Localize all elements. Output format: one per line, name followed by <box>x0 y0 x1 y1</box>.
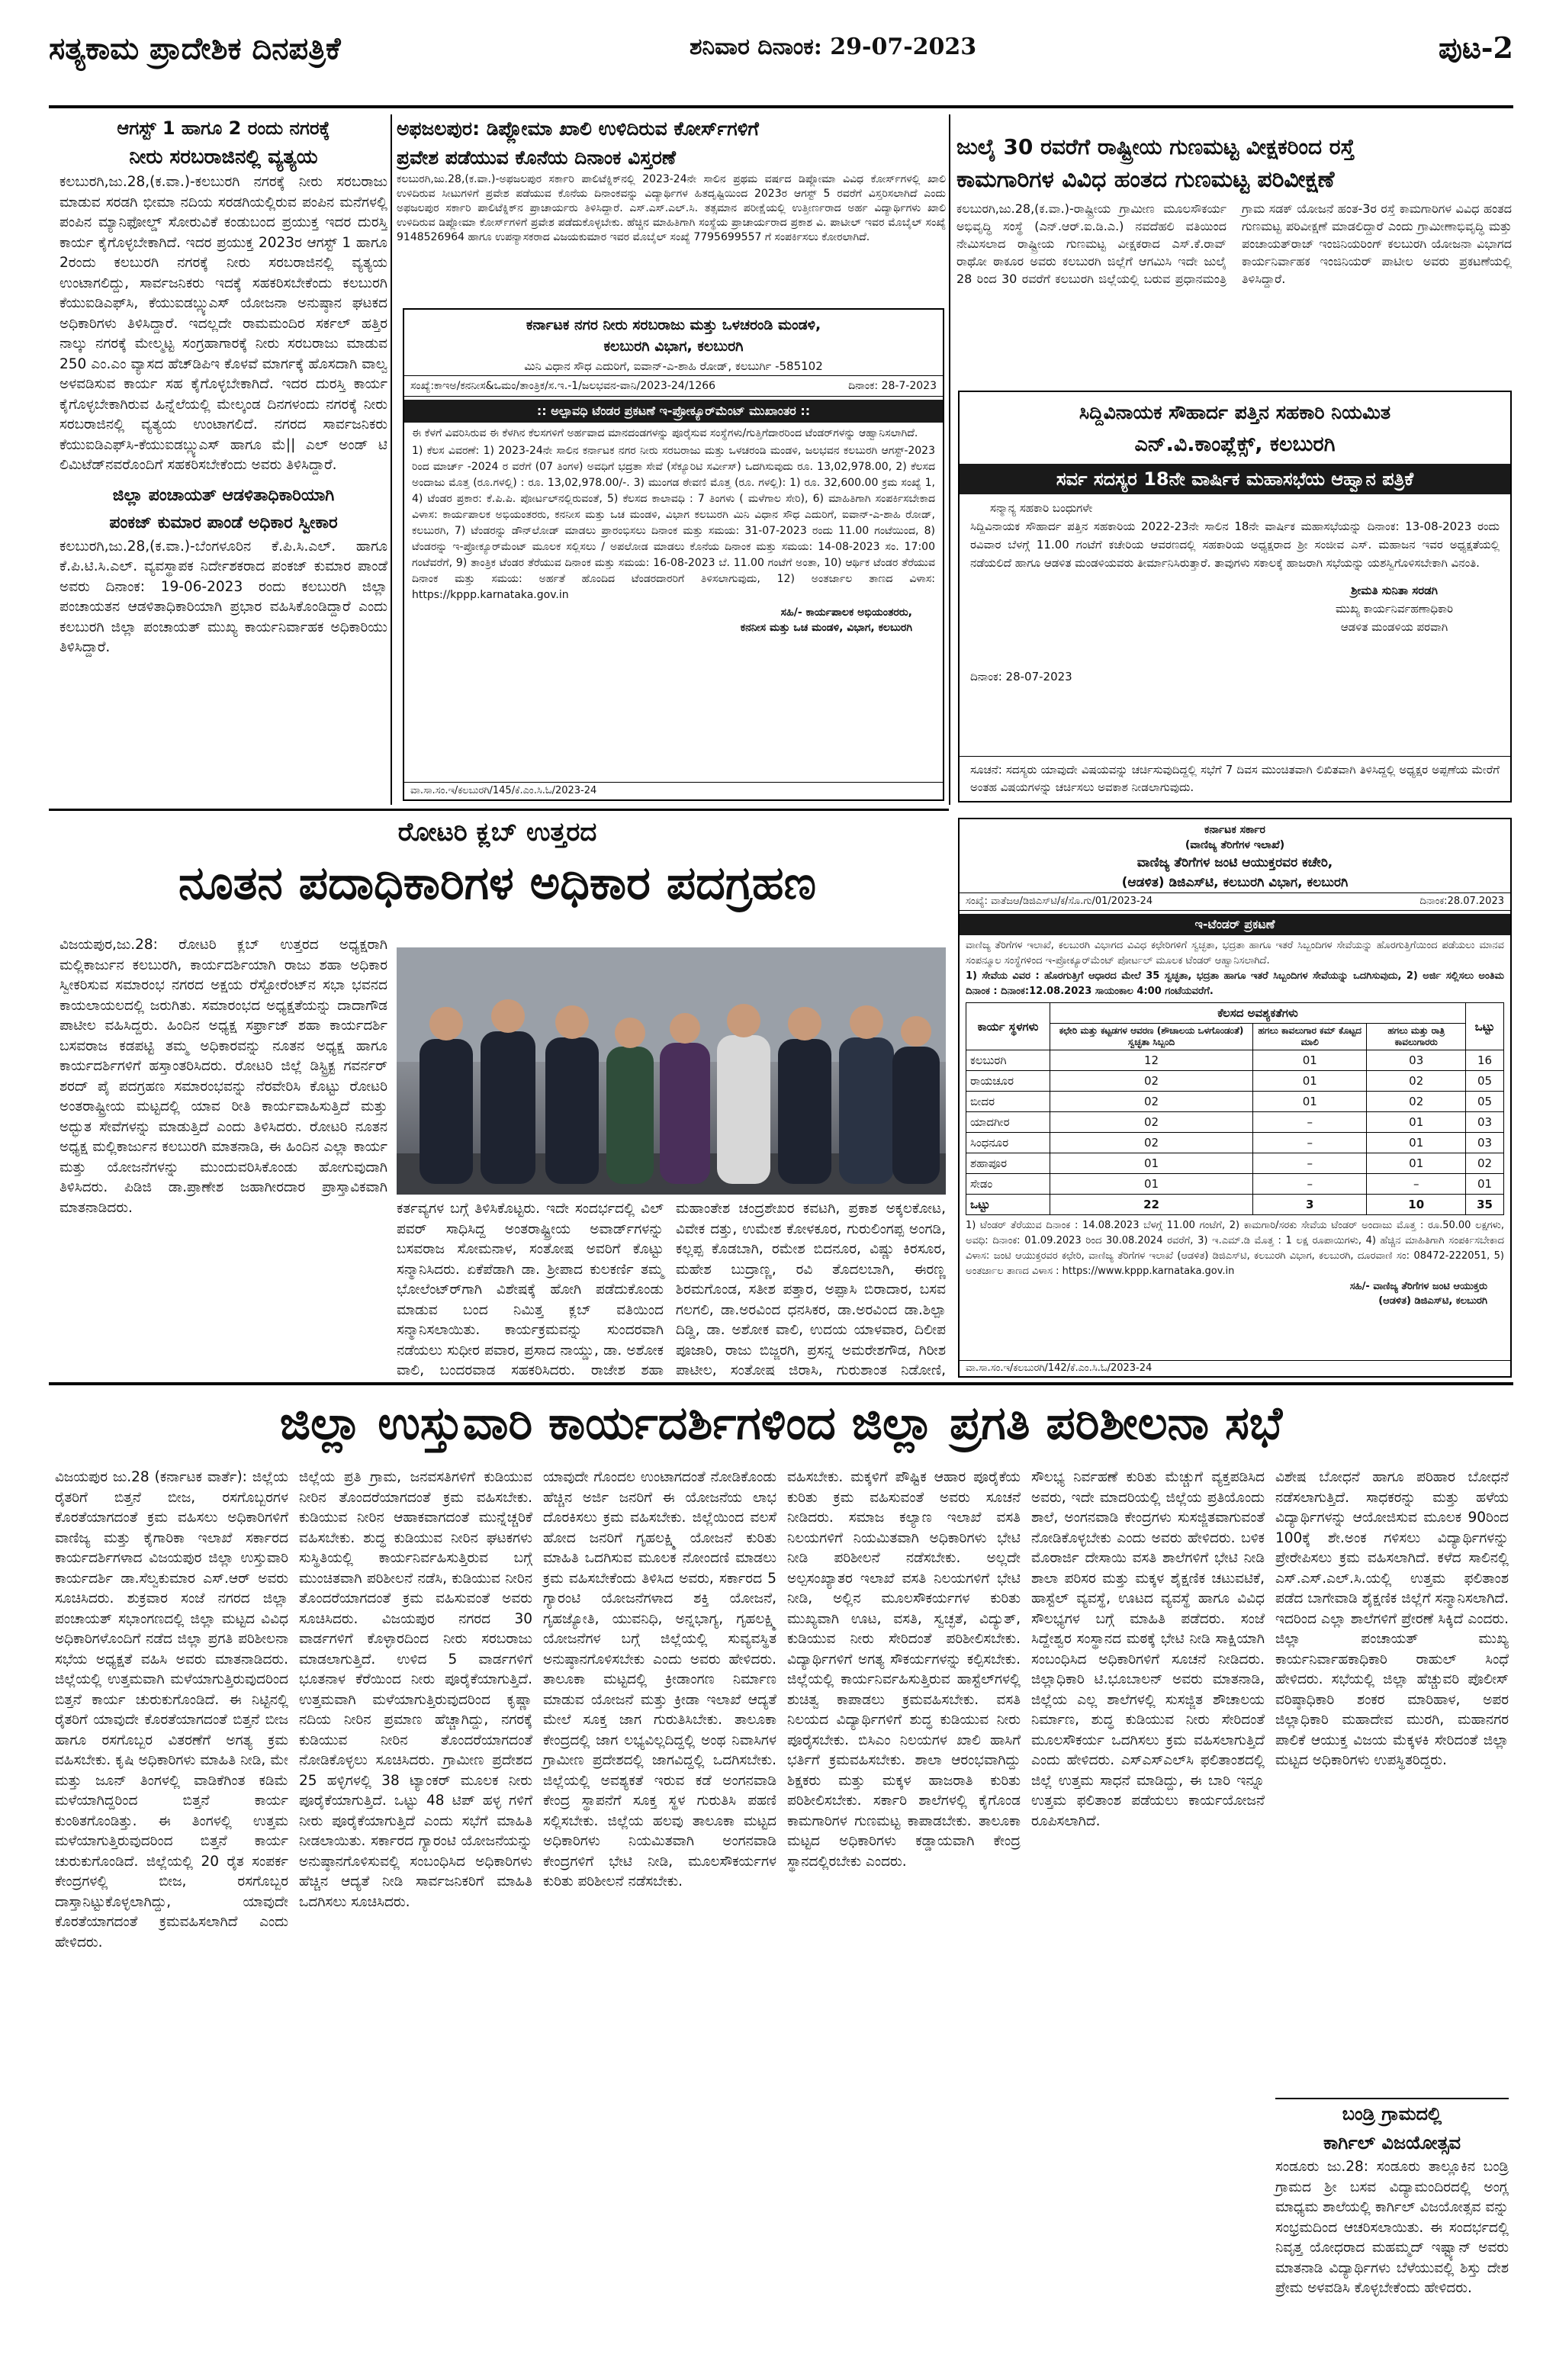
cell-count: 01 <box>1367 1133 1466 1153</box>
masthead-rule <box>49 105 1513 108</box>
article-body: ಕಲಬುರಗಿ,ಜು.28,(ಕ.ವಾ.)-ಅಫಜಲಪುರ ಸರ್ಕಾರಿ ಪಾಲಿಟೆಕ್ನಿಕ್‌ನಲ್ಲಿ 2023-24ನೇ ಸಾಲಿನ ಪ್ರಥಮ ವರ್ಷದ ಡಿಪ್ಲೋಮಾ ವಿವಿಧ ಕೋರ್ಸ್‌ಗಳಲ್ಲಿ ಖಾಲಿ ಉಳಿದಿರುವ ಸೀಟುಗಳಿಗೆ ಪ್ರವೇಶ ಪಡೆಯುವ ಕೊನೆಯ ದಿನಾಂಕವನ್ನು ವಿದ್ಯಾರ್ಥಿಗಳ ಹಿತದೃಷ್ಟಿಯಿಂದ 2023ರ ಆಗಸ್ಟ್ 5 ರವರೆಗೆ ವಿಸ್ತರಿಸಲಾಗಿದೆ ಎಂದು ಅಫಜಲಪುರ ಸರ್ಕಾರಿ ಪಾಲಿಟೆಕ್ನಿಕ್‌ನ ಪ್ರಾಚಾರ್ಯರು ತಿಳಿಸಿದ್ದಾರೆ. ಎಸ್.ಎಸ್.ಎಲ್.ಸಿ. ತತ್ಸಮಾನ ಪರೀಕ್ಷೆಯಲ್ಲಿ ಉತ್ತೀರ್ಣರಾದ ಅರ್ಹ ವಿದ್ಯಾರ್ಥಿಗಳು ಖಾಲಿ ಉಳಿದಿರುವ ಡಿಪ್ಲೋಮಾ ಕೋರ್ಸ್‌ಗಳಿಗೆ ಪ್ರವೇಶ ಪಡೆದುಕೊಳ್ಳಬೇಕು. ಹೆಚ್ಚಿನ ಮಾಹಿತಿಗಾಗಿ ಸಂಸ್ಥೆಯ ಪ್ರಾಚಾರ್ಯರಾದ ಪ್ರಕಾಶ ವಿ. ಪಾಟೀಲ್ ಇವರ ಮೊಬೈಲ್ ಸಂಖ್ಯೆ 9148526964 ಹಾಗೂ ಉಪನ್ಯಾಸಕರಾದ ವಿಜಯಕುಮಾರ ಇವರ ಮೊಬೈಲ್ ಸಂಖ್ಯೆ 7795699557 ಗೆ ಸಂಪರ್ಕಿಸಲು ಕೋರಲಾಗಿದೆ. <box>397 173 946 243</box>
office-division: (ಆಡಳಿತ) ಡಿಜಿಎಸ್‌ಟಿ, ಕಲಬುರಗಿ ವಿಭಾಗ, ಕಲಬುರಗಿ <box>1121 875 1349 890</box>
cell-count: 01 <box>1253 1071 1367 1092</box>
tender-signature-office: ಕನನೀಸ ಮತ್ತು ಒಚ ಮಂಡಳಿ, ವಿಭಾಗ, ಕಲಬುರಗಿ <box>740 622 912 634</box>
table-row <box>966 1133 1504 1153</box>
gov-name: ಕರ್ನಾಟಕ ಸರ್ಕಾರ <box>1204 824 1265 836</box>
kargil-body: ಸಂಡೂರು ಜು.28: ಸಂಡೂರು ತಾಲ್ಲೂಕಿನ ಬಂಡ್ರಿ ಗ್ರಾಮದ ಶ್ರೀ ಬಸವ ವಿದ್ಯಾಮಂದಿರದಲ್ಲಿ ಅಂಗ್ಲ ಮಾಧ್ಯಮ ಶಾಲೆಯಲ್ಲಿ ಕಾರ್ಗಿಲ್ ವಿಜಯೋತ್ಸವ ವನ್ನು ಸಂಭ್ರಮದಿಂದ ಆಚರಿಸಲಾಯಿತು. ಈ ಸಂದರ್ಭದಲ್ಲಿ ನಿವೃತ್ತ ಯೋಧರಾದ ಮಹಮ್ಮದ್ ಇಷ್ಟ್ಯಾನ್ ಅವರು ಮಾತನಾಡಿ ವಿದ್ಯಾರ್ಥಿಗಳು ಬೆಳೆಯುವಲ್ಲಿ ಶಿಸ್ತು ದೇಶ ಪ್ರೇಮ ಅಳವಡಿಸಿ ಕೊಳ್ಳಬೇಕೆಂದು ಹೇಳಿದರು. <box>1275 2159 1509 2296</box>
column-divider <box>391 114 392 805</box>
col-night-guard: ಹಗಲು ಮತ್ತು ರಾತ್ರಿ ಕಾವಲುಗಾರರು <box>1367 1024 1466 1050</box>
kargil-kicker: ಬಂಡ್ರಿ ಗ್ರಾಮದಲ್ಲಿ <box>1342 2103 1442 2124</box>
article-kicker: ಅಫಜಲಪುರ: ಡಿಪ್ಲೋಮಾ ಖಾಲಿ ಉಳಿದಿರುವ ಕೋರ್ಸ್‌ಗಳಿಗೆ <box>397 117 759 140</box>
staff-requirement-table <box>966 1002 1504 1215</box>
rotary-attendees: ಮಹಾಂತೇಶ ಚಂದ್ರಶೇಖರ ಕವಟಗಿ, ಪ್ರಕಾಶ ಅಕ್ಕಲಕೋಟ, ವಿವೇಕ ದತ್ತು, ಉಮೇಶ ಕೋಳಕೂರ, ಗುರುಲಿಂಗಪ್ಪ ಅಂಗಡಿ, ಕಲ್ಲಪ್ಪ ಕೊಡಬಾಗಿ, ರಮೇಶ ಬಿದನೂರ, ವಿಷ್ಣು ಕಿರಸೂರ, ಮಹೇಶ ಬುದ್ರಾಣ್ಣ, ರವಿ ತೊದಲಬಾಗಿ, ಈರಣ್ಣ ಶಿರಮಗೊಂಡ, ಸತೀಶ ಪತ್ತಾರ, ಅಪ್ಪಾಸಿ ಬಿರಾದಾರ, ಬಸವ ಗಲಗಲಿ, ಡಾ.ಅರವಿಂದ ಧನಸಿಕರ, ಡಾ.ಅರವಿಂದ ಡಾ.ಶಿಲ್ಪಾ ದಿಡ್ಡಿ, ಡಾ. ಅಶೋಕ ವಾಲಿ, ಉದಯ ಯಾಳವಾರ, ದಿಲೀಪ ಪೂಜಾರಿ, ರಾಜು ಬಿಜ್ಜರಗಿ, ಪ್ರಸನ್ನ ಅಮರೇಶಗೌಡ, ಗಿರೀಶ ಪಾಟೀಲ, ಸಂತೋಷ ಜಿರಾಸಿ, ಗುರುಶಾಂತ ನಿಡೋಣಿ, <box>676 1201 946 1378</box>
cell-count: – <box>1253 1153 1367 1174</box>
col-cleaning: ಕಛೇರಿ ಮತ್ತು ಕಟ್ಟಡಗಳ ಆವರಣ (ಶೌಚಾಲಯ ಒಳಗೊಂಡಂತೆ) ಸ್ವಚ್ಛತಾ ಸಿಬ್ಬಂದಿ <box>1050 1024 1253 1050</box>
tender-signature: ಸಹಿ/- ಕಾರ್ಯಪಾಲಕ ಅಭಿಯಂತರರು, <box>780 606 912 619</box>
rotary-kicker: ರೋಟರಿ ಕ್ಲಬ್ ಉತ್ತರದ <box>397 817 597 847</box>
tender-signature-office: (ಆಡಳಿತ) ಡಿಜಿಎಸ್‌ಟಿ, ಕಲಬುರಗಿ <box>1378 1295 1487 1307</box>
kuwsdb-tender-notice <box>403 308 944 801</box>
tender-intro: ವಾಣಿಜ್ಯ ತೆರಿಗೆಗಳ ಇಲಾಖೆ, ಕಲಬುರಗಿ ವಿಭಾಗದ ವಿವಿಧ ಕಛೇರಿಗಳಿಗೆ ಸ್ವಚ್ಛತಾ, ಭದ್ರತಾ ಹಾಗೂ ಇತರೆ ಸಿಬ್ಬಂದಿಗಳ ಸೇವೆಯನ್ನು ಹೊರಗುತ್ತಿಗೆಯಿಂದ ಪಡೆಯಲು ಮಾನವ ಸಂಪನ್ಮೂಲ ಸಂಸ್ಥೆಗಳಿಂದ ಇ-ಪ್ರೋಕ್ಯೂರ್‌ಮೆಂಟ್ ಪೋರ್ಟಲ್ ಮೂಲಕ ಟೆಂಡರ್ ಆಹ್ವಾನಿಸಲಾಗಿದೆ. <box>966 940 1504 966</box>
table-row <box>966 1092 1504 1112</box>
cell-count: 02 <box>1367 1092 1466 1112</box>
tender-ref-row <box>404 376 943 397</box>
agm-body: ಸಿದ್ದಿವಿನಾಯಕ ಸೌಹಾರ್ದ ಪತ್ತಿನ ಸಹಕಾರಿಯ 2022-23ನೇ ಸಾಲಿನ 18ನೇ ವಾರ್ಷಿಕ ಮಹಾಸಭೆಯನ್ನು ದಿನಾಂಕ: 13-08-2023 ರಂದು ರವಿವಾರ ಬೆಳಗ್ಗೆ 11.00 ಗಂಟೆಗೆ ಕಚೇರಿಯ ಆವರಣದಲ್ಲಿ ಸಹಕಾರಿಯ ಅಧ್ಯಕ್ಷರಾದ ಶ್ರೀ ಸಂಜೀವ ಎಸ್. ಮಹಾಜನ ಇವರ ಅಧ್ಯಕ್ಷತೆಯಲ್ಲಿ ನಡೆಯಲಿದೆ ಹಾಗೂ ಆಡಳಿತ ಮಂಡಳಿಯವರು ತೀರ್ಮಾನಿಸಿರುತ್ತಾರೆ. ತಾವುಗಳು ಸಕಾಲಕ್ಕೆ ಹಾಜರಾಗಿ ಸಭೆಯನ್ನು ಯಶಸ್ವಿಗೊಳಿಸಬೇಕಾಗಿ ವಿನಂತಿ. <box>970 519 1500 570</box>
agm-signature <box>1288 581 1501 636</box>
rotary-headline: ನೂತನ ಪದಾಧಿಕಾರಿಗಳ ಅಧಿಕಾರ ಪದಗ್ರಹಣ <box>178 857 817 910</box>
total-cleaning: 22 <box>1050 1195 1253 1215</box>
rotary-body: ವಿಜಯಪುರ,ಜು.28: ರೋಟರಿ ಕ್ಲಬ್ ಉತ್ತರದ ಅಧ್ಯಕ್ಷರಾಗಿ ಮಲ್ಲಿಕಾರ್ಜುನ ಕಲಬುರಗಿ, ಕಾರ್ಯದರ್ಶಿಯಾಗಿ ರಾಜು ಶಹಾ ಅಧಿಕಾರ ಸ್ವೀಕರಿಸುವ ಸಮಾರಂಭ ನಗರದ ಅಕ್ಷಯ ರೆಸ್ಟೋರೆಂಟ್‌ನ ಸಭಾ ಭವನದ ಕಾಯಲಾಯಲದಲ್ಲಿ ಜರುಗಿತು. ಸಮಾರಂಭದ ಅಧ್ಯಕ್ಷತೆಯನ್ನು ದಾದಾಗೌಡ ಪಾಟೀಲ ವಹಿಸಿದ್ದರು. ಹಿಂದಿನ ಅಧ್ಯಕ್ಷ ಸರ್ಫ್ರಾಜ್ ಶಹಾ ಕಾರ್ಯದರ್ಶಿ ಬಸವರಾಜ ಕಡಪಟ್ಟಿ ತಮ್ಮ ಅಧಿಕಾರವನ್ನು ನೂತನ ಅಧ್ಯಕ್ಷ ಹಾಗೂ ಕಾರ್ಯದರ್ಶಿಗಳಿಗೆ ಹಸ್ತಾಂತರಿಸಿದರು. ರೋಟರಿ ಜಿಲ್ಲೆ ಡಿಸ್ಟ್ರಿಕ್ಟ ಗವರ್ನರ್ ಶರದ್ ಪೈ ಪದಗ್ರಹಣ ಸಮಾರಂಭವನ್ನು ನೆರವೇರಿಸಿ ಕೊಟ್ಟು ರೋಟರಿ ಅಂತರಾಷ್ಟ್ರೀಯ ಮಟ್ಟದಲ್ಲಿ ಯಾವ ರೀತಿ ಕಾರ್ಯವಾಹಿಸುತ್ತಿದೆ ಮತ್ತು ಅದ್ಭುತ ಸೇವೆಗಳನ್ನು ಮಾಡುತ್ತಿದೆ ಎಂದು ತಿಳಿಸಿದರು. ರೋಟರಿ ನೂತನ ಅಧ್ಯಕ್ಷ ಮಲ್ಲಿಕಾರ್ಜುನ ಕಲಬುರಗಿ ಮಾತನಾಡಿ, ಈ ಹಿಂದಿನ ಎಲ್ಲಾ ಕಾರ್ಯ ಮತ್ತು ಯೋಜನೆಗಳನ್ನು ಮುಂದುವರಿಸಿಕೊಂಡು ಹೋಗುವುದಾಗಿ ತಿಳಿಸಿದರು. ಪಿಡಿಜಿ ಡಾ.ಪ್ರಾಣೇಶ ಜಹಾಗೀರದಾರ ಪ್ರಾಸ್ತಾವಿಕವಾಗಿ ಮಾತನಾಡಿದರು. <box>59 937 387 1216</box>
cell-count: 02 <box>1050 1112 1253 1133</box>
cell-place: ಸೇಡಂ <box>966 1174 1050 1195</box>
article-body: ಕಲಬುರಗಿ,ಜು.28,(ಕ.ವಾ.)-ರಾಷ್ಟ್ರೀಯ ಗ್ರಾಮೀಣ ಮೂಲಸೌಕರ್ಯ ಅಭಿವೃದ್ಧಿ ಸಂಸ್ಥೆ (ಎನ್.ಆರ್.ಐ.ಡಿ.ಎ.) ನವದೆಹಲಿ ವತಿಯಿಂದ ನೇಮಿಸಲಾದ ರಾಷ್ಟ್ರೀಯ ಗುಣಮಟ್ಟ ವೀಕ್ಷಕರಾದ ಎಸ್.ಕೆ.ರಾವ್ ರಾಥೋ ಠಾಕೂರ ಅವರು ಕಲಬುರಗಿ ಜಿಲ್ಲೆಗೆ ಆಗಮಿಸಿ ಇದೇ ಜುಲೈ 28 ರಿಂದ 30 ರವರೆಗೆ ಕಲಬುರಗಿ ಜಿಲ್ಲೆಯಲ್ಲಿ ಬರುವ ಪ್ರಧಾನಮಂತ್ರಿ ಗ್ರಾಮ ಸಡಕ್ ಯೋಜನೆ ಹಂತ-3ರ ರಸ್ತೆ ಕಾಮಗಾರಿಗಳ ವಿವಿಧ ಹಂತದ ಗುಣಮಟ್ಟ ಪರಿವೀಕ್ಷಣೆ ಮಾಡಲಿದ್ದಾರೆ ಎಂದು ಗ್ರಾಮೀಣಾಭಿವೃದ್ಧಿ ಮತ್ತು ಪಂಚಾಯತ್‌ರಾಜ್ ಇಂಜಿನಿಯರಿಂಗ್ ಕಲಬುರಗಿ ಯೋಜನಾ ವಿಭಾಗದ ಕಾರ್ಯನಿರ್ವಾಹಕ ಇಂಜಿನಿಯರ್ ಪಾಟೀಲ ಅವರು ಪ್ರಕಟಣೆಯಲ್ಲಿ ತಿಳಿಸಿದ್ದಾರೆ. <box>956 201 1512 286</box>
cell-count: 02 <box>1050 1133 1253 1153</box>
tender-org: ಕರ್ನಾಟಕ ನಗರ ನೀರು ಸರಬರಾಜು ಮತ್ತು ಒಳಚರಂಡಿ ಮಂಡಳಿ, <box>526 317 821 333</box>
article2-headline: ಪಂಕಜ್ ಕುಮಾರ ಪಾಂಡೆ ಅಧಿಕಾರ ಸ್ವೀಕಾರ <box>109 513 338 532</box>
group-photo-illustration <box>397 947 946 1195</box>
tender-ref-row <box>960 892 1510 911</box>
masthead <box>49 23 1513 78</box>
column-divider <box>949 114 950 805</box>
tender-date: ದಿನಾಂಕ:28.07.2023 <box>1419 896 1504 907</box>
tender-footer: ವಾ.ಸಾ.ಸಂ.ಇ/ಕಲಬುರಗಿ/145/ಕೆ.ಎಂ.ಸಿ.ಓ/2023-24 <box>404 782 943 799</box>
etender-title-bar: ಇ-ಟೆಂಡರ್ ಪ್ರಕಟಣೆ <box>960 914 1510 935</box>
cell-count: 03 <box>1367 1050 1466 1071</box>
col-total: ಒಟ್ಟು <box>1466 1003 1504 1050</box>
office-name: ವಾಣಿಜ್ಯ ತೆರಿಗೆಗಳ ಜಂಟಿ ಆಯುಕ್ತರವರ ಕಚೇರಿ, <box>1136 855 1333 870</box>
cell-count: 01 <box>1367 1153 1466 1174</box>
section-rule <box>49 1382 1513 1385</box>
rotary-group-photo <box>397 947 946 1195</box>
cell-count: 02 <box>1050 1071 1253 1092</box>
cell-count: 01 <box>1050 1174 1253 1195</box>
cell-place: ಸಿಂಧನೂರ <box>966 1133 1050 1153</box>
society-address: ಎನ್.ವಿ.ಕಾಂಪ್ಲೆಕ್ಸ್, ಕಲಬುರಗಿ <box>1134 433 1336 456</box>
agm-greeting: ಸನ್ಮಾನ್ಯ ಸಹಕಾರಿ ಬಂಧುಗಳೇ <box>990 501 1093 515</box>
cell-count: – <box>1367 1174 1466 1195</box>
table-row <box>966 1050 1504 1071</box>
article-headline: ಕಾಮಗಾರಿಗಳ ವಿವಿಧ ಹಂತದ ಗುಣಮಟ್ಟ ಪರಿವೀಕ್ಷಣೆ <box>956 166 1335 193</box>
agm-title-bar: ಸರ್ವ ಸದಸ್ಯರ 18ನೇ ವಾರ್ಷಿಕ ಮಹಾಸಭೆಯ ಆಹ್ವಾನ ಪತ್ರಿಕೆ <box>960 464 1510 494</box>
review-col-2: ಜಿಲ್ಲೆಯ ಪ್ರತಿ ಗ್ರಾಮ, ಜನವಸತಿಗಳಿಗೆ ಕುಡಿಯುವ ನೀರಿನ ತೊಂದರೆಯಾಗದಂತೆ ಕ್ರಮ ವಹಿಸಬೇಕು. ಕುಡಿಯುವ ನೀರಿನ ಆಹಾಕವಾಗದಂತೆ ಮುನ್ನೆಚ್ಚರಿಕೆ ವಹಿಸಬೇಕು. ಶುದ್ಧ ಕುಡಿಯುವ ನೀರಿನ ಘಟಕಗಳು ಸುಸ್ಥಿತಿಯಲ್ಲಿ ಕಾರ್ಯನಿರ್ವಹಿಸುತ್ತಿರುವ ಬಗ್ಗೆ ಮುಂಚಿತವಾಗಿ ಪರಿಶೀಲನೆ ನಡೆಸಿ, ಕುಡಿಯುವ ನೀರಿನ ತೊಂದರೆಯಾಗದಂತೆ ಕ್ರಮ ವಹಿಸುವಂತೆ ಅವರು ಸೂಚಿಸಿದರು. ವಿಜಯಪುರ ನಗರದ 30 ವಾರ್ಡಗಳಿಗೆ ಕೊಳ್ಳಾರದಿಂದ ನೀರು ಸರಬರಾಜು ಮಾಡಲಾಗುತ್ತಿದೆ. ಉಳಿದ 5 ವಾರ್ಡಗಳಿಗೆ ಭೂತನಾಳ ಕೆರೆಯಿಂದ ನೀರು ಪೂರೈಕೆಯಾಗುತ್ತಿದೆ. ಉತ್ತಮವಾಗಿ ಮಳೆಯಾಗುತ್ತಿರುವುದರಿಂದ ಕೃಷ್ಣಾ ನದಿಯ ನೀರಿನ ಪ್ರಮಾಣ ಹೆಚ್ಚಾಗಿದ್ದು, ನಗರಕ್ಕೆ ಕುಡಿಯುವ ನೀರಿನ ತೊಂದರೆಯಾಗದಂತೆ ನೋಡಿಕೊಳ್ಳಲು ಸೂಚಿಸಿದರು. ಗ್ರಾಮೀಣ ಪ್ರದೇಶದ 25 ಹಳ್ಳಿಗಳಲ್ಲಿ 38 ಟ್ಯಾಂಕರ್ ಮೂಲಕ ನೀರು ಪೂರೈಕೆಯಾಗುತ್ತಿದೆ. ಒಟ್ಟು 48 ಟಿಪ್ ಹಳ್ಳ ಗಳಿಗೆ ನೀರು ಪೂರೈಕೆಯಾಗುತ್ತಿದೆ ಎಂದು ಸಭೆಗೆ ಮಾಹಿತಿ ನೀಡಲಾಯಿತು. ಸರ್ಕಾರದ ಗ್ಯಾರಂಟಿ ಯೋಜನೆಯನ್ನು ಅನುಷ್ಠಾನಗೊಳಿಸುವಲ್ಲಿ ಸಂಬಂಧಿಸಿದ ಅಧಿಕಾರಿಗಳು ಹೆಚ್ಚಿನ ಆದ್ಯತೆ ನೀಡಿ ಸಾರ್ವಜನಿಕರಿಗೆ ಮಾಹಿತಿ ಒದಗಿಸಲು ಸೂಚಿಸಿದರು. <box>299 1469 532 1910</box>
society-agm-notice <box>958 391 1512 802</box>
cell-count: 01 <box>1253 1050 1367 1071</box>
review-col-1: ವಿಜಯಪುರ ಜು.28 (ಕರ್ನಾಟಕ ವಾರ್ತೆ): ಜಿಲ್ಲೆಯ ರೈತರಿಗೆ ಬಿತ್ತನೆ ಬೀಜ, ರಸಗೊಬ್ಬರಗಳ ಕೊರತೆಯಾಗದಂತೆ ಕ್ರಮ ವಹಿಸಲು ಅಧಿಕಾರಿಗಳಿಗೆ ವಾಣಿಜ್ಯ ಮತ್ತು ಕೈಗಾರಿಕಾ ಇಲಾಖೆ ಸರ್ಕಾರದ ಕಾರ್ಯದರ್ಶಿಗಳಾದ ವಿಜಯಪುರ ಜಿಲ್ಲಾ ಉಸ್ತುವಾರಿ ಕಾರ್ಯದರ್ಶಿ ಡಾ.ಸೆಲ್ವಕುಮಾರ ಎಸ್.ಆರ್ ಅವರು ಸೂಚಿಸಿದರು. ಶುಕ್ರವಾರ ಸಂಜೆ ನಗರದ ಜಿಲ್ಲಾ ಪಂಚಾಯತ್ ಸಭಾಂಗಣದಲ್ಲಿ ಜಿಲ್ಲಾ ಮಟ್ಟದ ವಿವಿಧ ಅಧಿಕಾರಿಗಳೊಂದಿಗೆ ನಡೆದ ಜಿಲ್ಲಾ ಪ್ರಗತಿ ಪರಿಶೀಲನಾ ಸಭೆಯ ಅಧ್ಯಕ್ಷತೆ ವಹಿಸಿ ಅವರು ಮಾತನಾಡಿದರು. ಜಿಲ್ಲೆಯಲ್ಲಿ ಉತ್ತಮವಾಗಿ ಮಳೆಯಾಗುತ್ತಿರುವುದರಿಂದ ಬಿತ್ತನೆ ಕಾರ್ಯ ಚುರುಕುಗೊಂಡಿದೆ. ಈ ನಿಟ್ಟಿನಲ್ಲಿ ರೈತರಿಗೆ ಯಾವುದೇ ಕೊರತೆಯಾಗದಂತೆ ಬಿತ್ತನೆ ಬೀಜ ಹಾಗೂ ರಸಗೊಬ್ಬರ ವಿತರಣೆಗೆ ಅಗತ್ಯ ಕ್ರಮ ವಹಿಸಬೇಕು. ಕೃಷಿ ಅಧಿಕಾರಿಗಳು ಮಾಹಿತಿ ನೀಡಿ, ಮೇ ಮತ್ತು ಜೂನ್ ತಿಂಗಳಲ್ಲಿ ವಾಡಿಕೆಗಿಂತ ಕಡಿಮೆ ಮಳೆಯಾಗಿದ್ದರಿಂದ ಬಿತ್ತನೆ ಕಾರ್ಯ ಕುಂಠಿತಗೊಂಡಿತ್ತು. ಈ ತಿಂಗಳಲ್ಲಿ ಉತ್ತಮ ಮಳೆಯಾಗುತ್ತಿರುವುದರಿಂದ ಬಿತ್ತನೆ ಕಾರ್ಯ ಚುರುಕುಗೊಂಡಿದೆ. ಜಿಲ್ಲೆಯಲ್ಲಿ 20 ರೈತ ಸಂಪರ್ಕ ಕೇಂದ್ರಗಳಲ್ಲಿ ಬೀಜ, ರಸಗೊಬ್ಬರ ದಾಸ್ತಾನಿಟ್ಟುಕೊಳ್ಳಲಾಗಿದ್ದು, ಯಾವುದೇ ಕೊರತೆಯಾಗದಂತೆ ಕ್ರಮವಹಿಸಲಾಗಿದೆ ಎಂದು ಹೇಳಿದರು. <box>55 1469 288 1951</box>
cell-count: 05 <box>1466 1071 1504 1092</box>
kargil-article <box>1275 2098 1509 2360</box>
col-group: ಕೆಲಸದ ಅವಶ್ಯಕತೆಗಳು <box>1050 1003 1466 1024</box>
table-row <box>966 1153 1504 1174</box>
cell-place: ಯಾದಗೀರ <box>966 1112 1050 1133</box>
total-day-guard: 3 <box>1253 1195 1367 1215</box>
paper-name: ಸತ್ಯಕಾಮ ಪ್ರಾದೇಶಿಕ ದಿನಪತ್ರಿಕೆ <box>49 31 341 66</box>
tender-ref: ಸಂಖ್ಯೆ:ಕಾಇಅ/ಕನನೀಸ&ಒಮಂ/ತಾಂತ್ರಿಕ/ಸ.ಇ.-1/ಜಲಭವನ-ವಾನಿ/2023-24/1266 <box>410 380 716 392</box>
article2-body: ಕಲಬುರಗಿ,ಜು.28,(ಕ.ವಾ.)-ಬೆಂಗಳೂರಿನ ಕೆ.ಪಿ.ಸಿ.ಎಲ್. ಹಾಗೂ ಕೆ.ಪಿ.ಟಿ.ಸಿ.ಎಲ್. ವ್ಯವಸ್ಥಾಪಕ ನಿರ್ದೇಶಕರಾದ ಪಂಕಜ್ ಕುಮಾರ ಪಾಂಡೆ ಅವರು ದಿನಾಂಕ: 19-06-2023 ರಂದು ಕಲಬುರಗಿ ಜಿಲ್ಲಾ ಪಂಚಾಯತನ ಆಡಳಿತಾಧಿಕಾರಿಯಾಗಿ ಪ್ರಭಾರ ವಹಿಸಿಕೊಂಡಿದ್ದಾರೆ ಎಂದು ಕಲಬುರಗಿ ಜಿಲ್ಲಾ ಪಂಚಾಯತ್ ಮುಖ್ಯ ಕಾರ್ಯನಿರ್ವಾಹಕ ಅಧಿಕಾರಿಯು ತಿಳಿಸಿದ್ದಾರೆ. <box>59 538 387 655</box>
total-all: 35 <box>1466 1195 1504 1215</box>
total-night-guard: 10 <box>1367 1195 1466 1215</box>
article2-kicker: ಜಿಲ್ಲಾ ಪಂಚಾಯತ್ ಆಡಳಿತಾಧಿಕಾರಿಯಾಗಿ <box>112 485 335 505</box>
cell-count: 05 <box>1466 1092 1504 1112</box>
article-headline: ನೀರು ಸರಬರಾಜಿನಲ್ಲಿ ವ್ಯತ್ಯಯ <box>129 146 318 169</box>
table-row <box>966 1174 1504 1195</box>
article-headline: ಪ್ರವೇಶ ಪಡೆಯುವ ಕೊನೆಯ ದಿನಾಂಕ ವಿಸ್ತರಣೆ <box>397 146 677 169</box>
cell-count: 01 <box>1253 1092 1367 1112</box>
tender-terms: 1) ಸೇವೆಯ ವಿವರ : ಹೊರಗುತ್ತಿಗೆ ಆಧಾರದ ಮೇಲೆ 35 ಸ್ವಚ್ಛತಾ, ಭದ್ರತಾ ಹಾಗೂ ಇತರೆ ಸಿಬ್ಬಂದಿಗಳ ಸೇವೆಯನ್ನು ಒದಗಿಸುವುದು, 2) ಅರ್ಜಿ ಸಲ್ಲಿಸಲು ಅಂತಿಮ ದಿನಾಂಕ : ದಿನಾಂಕ:12.08.2023 ಸಾಯಂಕಾಲ 4:00 ಗಂಟೆಯವರೆಗೆ. <box>966 970 1504 997</box>
dept-name: (ವಾಣಿಜ್ಯ ತೆರಿಗೆಗಳ ಇಲಾಖೆ) <box>1185 839 1285 851</box>
staff-table-wrap <box>960 999 1510 1218</box>
review-col-6: ವಿಶೇಷ ಬೋಧನೆ ಹಾಗೂ ಪರಿಹಾರ ಬೋಧನೆ ನಡೆಸಲಾಗುತ್ತಿದೆ. ಸಾಧಕರನ್ನು ಮತ್ತು ಹಳೆಯ ವಿದ್ಯಾರ್ಥಿಗಳನ್ನು ಆಯೋಜಿಸುವ ಮೂಲಕ 90ರಿಂದ 100ಕ್ಕೆ ಶೇ.ಅಂಕ ಗಳಿಸಲು ವಿದ್ಯಾರ್ಥಿಗಳನ್ನು ಪ್ರೇರೇಪಿಸಲು ಕ್ರಮ ವಹಿಸಲಾಗಿದೆ. ಕಳೆದ ಸಾಲಿನಲ್ಲಿ ಎಸ್.ಎಸ್.ಎಲ್.ಸಿ.ಯಲ್ಲಿ ಉತ್ತಮ ಫಲಿತಾಂಶ ಪಡೆದ ಬಾಗೇವಾಡಿ ಶೈಕ್ಷಣಿಕ ಜಿಲ್ಲೆಗೆ ಸನ್ಮಾನಿಸಲಾಗಿದೆ. ಇದರಿಂದ ಎಲ್ಲಾ ಶಾಲೆಗಳಿಗೆ ಪ್ರೇರಣೆ ಸಿಕ್ಕಿದೆ ಎಂದರು. ಜಿಲ್ಲಾ ಪಂಚಾಯತ್ ಮುಖ್ಯ ಕಾರ್ಯನಿರ್ವಾಹಕಾಧಿಕಾರಿ ರಾಹುಲ್ ಸಿಂಧೆ ಹೇಳಿದರು. ಸಭೆಯಲ್ಲಿ ಜಿಲ್ಲಾ ಹೆಚ್ಚುವರಿ ಪೊಲೀಸ್ ವರಿಷ್ಠಾಧಿಕಾರಿ ಶಂಕರ ಮಾರಿಹಾಳ, ಅಪರ ಜಿಲ್ಲಾಧಿಕಾರಿ ಮಹಾದೇವ ಮುರಗಿ, ಮಹಾನಗರ ಪಾಲಿಕೆ ಆಯುಕ್ತ ವಿಜಯ ಮೆಕ್ಕಳಕಿ ಸೇರಿದಂತೆ ಜಿಲ್ಲಾ ಮಟ್ಟದ ಅಧಿಕಾರಿಗಳು ಉಪಸ್ಥಿತರಿದ್ದರು. <box>1275 1469 1509 1768</box>
cell-count: 16 <box>1466 1050 1504 1071</box>
tender-title: :: ಅಲ್ಪಾವಧಿ ಟೆಂಡರ ಪ್ರಕಟಣೆ ಇ-ಪ್ರೋಕ್ಯೂರ್‌ಮೆಂಟ್ ಮುಖಾಂತರ :: <box>404 400 943 423</box>
cell-count: 12 <box>1050 1050 1253 1071</box>
tender-division: ಕಲಬುರಗಿ ವಿಭಾಗ, ಕಲಬುರಗಿ <box>603 338 744 355</box>
issue-date: ಶನಿವಾರ ದಿನಾಂಕ: 29-07-2023 <box>690 34 977 60</box>
table-row <box>966 1071 1504 1092</box>
tender-footer: ವಾ.ಸಾ.ಸಂ.ಇ/ಕಲಬುರಗಿ/142/ಕೆ.ಎಂ.ಸಿ.ಓ/2023-24 <box>960 1360 1510 1376</box>
tender-intro: ಈ ಕೆಳಗೆ ವಿವರಿಸಿರುವ ಈ ಕೆಳಗಿನ ಕೆಲಸಗಳಿಗೆ ಅರ್ಹವಾದ ಮಾನದಂಡಗಳನ್ನು ಪೂರೈಸುವ ಸಂಸ್ಥೆಗಳು/ಗುತ್ತಿಗೆದಾರರಿಂದ ಟೆಂಡರ್‌ಗಳನ್ನು ಆಹ್ವಾನಿಸಲಾಗಿದೆ. <box>412 427 918 439</box>
cell-place: ರಾಯಚೂರ <box>966 1071 1050 1092</box>
table-row <box>966 1112 1504 1133</box>
water-supply-article <box>59 114 387 801</box>
total-label: ಒಟ್ಟು <box>966 1195 1050 1215</box>
signatory-board: ಆಡಳಿತ ಮಂಡಳಿಯ ಪರವಾಗಿ <box>1340 620 1448 634</box>
tender-details: 1) ಟೆಂಡರ್ ತೆರೆಯುವ ದಿನಾಂಕ : 14.08.2023 ಬೆಳಗ್ಗೆ 11.00 ಗಂಟೆಗೆ, 2) ಕಾಮಗಾರಿ/ಸರಕು ಸೇವೆಯ ಟೆಂಡರ್ ಅಂದಾಜು ಮೊತ್ತ : ರೂ.50.00 ಲಕ್ಷಗಳು, ಅವಧಿ: ದಿನಾಂಕ: 01.09.2023 ರಿಂದ 30.08.2024 ರವರೆಗೆ, 3) ಇ.ಎಮ್.ಡಿ ಮೊತ್ತ : 1 ಲಕ್ಷ ರೂಪಾಯಿಗಳು, 4) ಹೆಚ್ಚಿನ ಮಾಹಿತಿಗಾಗಿ ಸಂಪರ್ಕಿಸಬೇಕಾದ ವಿಳಾಸ: ಜಂಟಿ ಆಯುಕ್ತರವರ ಕಛೇರಿ, ವಾಣಿಜ್ಯ ತೆರಿಗೆಗಳ ಇಲಾಖೆ (ಆಡಳಿತ) ಡಿಜಿಎಸ್‌ಟಿ, ಕಲಬುರಗಿ ವಿಭಾಗ, ಕಲಬುರಗಿ, ದೂರವಾಣಿ ಸಂ: 08472-222051, 5) ಅಂತರ್ಜಾಲ ತಾಣದ ವಿಳಾಸ : https://www.kppp.karnataka.gov.in <box>966 1220 1504 1277</box>
signatory-title: ಮುಖ್ಯ ಕಾರ್ಯನಿರ್ವಹಣಾಧಿಕಾರಿ <box>1335 602 1454 616</box>
article-body: ಕಲಬುರಗಿ,ಜು.28,(ಕ.ವಾ.)-ಕಲಬುರಗಿ ನಗರಕ್ಕೆ ನೀರು ಸರಬರಾಜು ಮಾಡುವ ಸರಡಗಿ ಭೀಮಾ ನದಿಯ ಸರಡಗಿಯಲ್ಲಿರುವ ಪಂಪಿನ ಮನೆಗಳಲ್ಲಿ ಪಂಪಿನ ಮ್ಯಾನಿಫೋಲ್ಡ್ ಸೋರುವಿಕೆ ಕಂಡುಬಂದ ಪ್ರಯುಕ್ತ ಇದರ ದುರಸ್ತಿ ಕಾರ್ಯ ಕೈಗೊಳ್ಳಬೇಕಾಗಿದೆ. ಇದರ ಪ್ರಯುಕ್ತ 2023ರ ಆಗಸ್ಟ್ 1 ಹಾಗೂ 2ರಂದು ಕಲಬುರಗಿ ನಗರಕ್ಕೆ ನೀರು ಸರಬರಾಜಿನಲ್ಲಿ ವ್ಯತ್ಯಯ ಉಂಟಾಗಲಿದ್ದು, ಸಾರ್ವಜನಿಕರು ಇದಕ್ಕೆ ಸಹಕರಿಸಬೇಕೆಂದು ಕಲಬುರಗಿ ಕೆಯುಐಡಿಎಫ್‌ಸಿ, ಕೆಯುಐಡಬ್ಲ್ಯುಎಸ್ ಯೋಜನಾ ಅನುಷ್ಠಾನ ಘಟಕದ ಅಧಿಕಾರಿಗಳು ತಿಳಿಸಿದ್ದಾರೆ. ಇದಲ್ಲದೇ ರಾಮಮಂದಿರ ಸರ್ಕಲ್ ಹತ್ತಿರ ನಾಲ್ಕು ನಗರಕ್ಕೆ ಮೇಲ್ಮಟ್ಟ ಸಂಗ್ರಹಾಗಾರಕ್ಕೆ ನೀರು ಸರಬರಾಜು ಮಾಡುವ 250 ಎಂ.ಎಂ ವ್ಯಾಸದ ಹೆಚ್‌ಡಿಪಿಇ ಕೊಳವೆ ಮಾರ್ಗಕ್ಕೆ ಹೊಸದಾಗಿ ವಾಲ್ವ ಅಳವಡಿಸುವ ಕಾರ್ಯ ಸಹ ಕೈಗೊಳ್ಳಬೇಕಾಗಿದೆ. ಇದರ ದುರಸ್ತಿ ಕಾರ್ಯ ಕೈಗೊಳ್ಳಬೇಕಾಗಿರುವ ಹಿನ್ನೆಲೆಯಲ್ಲಿ ಮೇಲ್ಕಂಡ ದಿನಗಳಂದು ನಗರಕ್ಕೆ ನೀರು ಸರಬರಾಜಿನಲ್ಲಿ ವ್ಯತ್ಯಯ ಉಂಟಾಗಲಿದೆ. ನಗರದ ಸಾರ್ವಜನಿಕರು ಕೆಯುಐಡಿಎಫ್‌ಸಿ-ಕೆಯುಐಡಬ್ಲ್ಯುಎಸ್ ಹಾಗೂ ಮೆ|| ಎಲ್ ಅಂಡ್ ಟಿ ಲಿಮಿಟೆಡ್‌ನವರೊಂದಿಗೆ ಸಹಕರಿಸಬೇಕೆಂದು ಅವರು ತಿಳಿಸಿದ್ದಾರೆ. <box>59 174 387 473</box>
cell-count: 01 <box>1466 1174 1504 1195</box>
commercial-tax-tender <box>958 818 1512 1378</box>
signatory-name: ಶ್ರೀಮತಿ ಸುನಿತಾ ಸರಡಗಿ <box>1351 584 1438 597</box>
col-place: ಕಾರ್ಯ ಸ್ಥಳಗಳು <box>966 1003 1050 1050</box>
tender-items: 1) ಕೆಲಸ ವಿವರಣೆ: 1) 2023-24ನೇ ಸಾಲಿನ ಕರ್ನಾಟಕ ನಗರ ನೀರು ಸರಬರಾಜು ಮತ್ತು ಒಳಚರಂಡಿ ಮಂಡಳಿ, ಜಲಭವನ ಕಲಬುರಗಿ ಆಗಸ್ಟ್-2023 ರಿಂದ ಮಾರ್ಚ್ -2024 ರ ವರೆಗೆ (07 ತಿಂಗಳ) ಅವಧಿಗೆ ಭದ್ರತಾ ಸೇವೆ (ಸೆಕ್ಯೂರಿಟಿ ಸರ್ವೀಸ್) ಒದಗಿಸುವುದು ರೂ. 13,02,978.00, 2) ಕೆಲಸದ ಅಂದಾಜು ಮೊತ್ತ (ರೂ.ಗಳಲ್ಲಿ) : ರೂ. 13,02,978.00/-. 3) ಮುಂಗಡ ಠೇವಣಿ ಮೊತ್ತ (ರೂ. ಗಳಲ್ಲಿ): 1) ರೂ. 32,600.00 ಕ್ರಮ ಸಂಖ್ಯೆ 1, 4) ಟೆಂಡರ ಪ್ರಕಾರ: ಕೆ.ಪಿ.ಪಿ. ಪೋರ್ಟಲ್‌ನಲ್ಲಿರುವಂತೆ, 5) ಕೆಲಸದ ಕಾಲಾವಧಿ : 7 ತಿಂಗಳು ( ಮಳೆಗಾಲ ಸೇರಿ), 6) ಮಾಹಿತಿಗಾಗಿ ಸಂಪರ್ಕಿಸಬೇಕಾದ ವಿಳಾಸ: ಕಾರ್ಯಪಾಲಕ ಅಭಿಯಂತರರು, ಕನನೀಸ ಮತ್ತು ಒಚ ಮಂಡಳಿ, ವಿಭಾಗ ಕಲಬುರಗಿ ಮಿನಿ ವಿಧಾನ ಸೌಧ ಎದುರಿಗೆ, ಐವಾನ್-ಎ-ಶಾಹಿ ರೋಡ್, ಕಲಬುರಗಿ, 7) ಟೆಂಡರನ್ನು ಡೌನ್‌ಲೋಡ್ ಮಾಡಲು ಪ್ರಾರಂಭಿಸಲು ದಿನಾಂಕ ಮತ್ತು ಸಮಯ: 31-07-2023 ರಂದು 11.00 ಗಂಟೆಯಿಂದ, 8) ಟೆಂಡರನ್ನು ಇ-ಪ್ರೋಕ್ಯೂರ್‌ಮೆಂಟ್ ಮೂಲಕ ಸಲ್ಲಿಸಲು / ಅಪಲೋಡ ಮಾಡಲು ಕೊನೆಯ ದಿನಾಂಕ ಮತ್ತು ಸಮಯ: 14-08-2023 ಸಂ. 17:00 ಗಂಟೆವರೆಗೆ, 9) ತಾಂತ್ರಿಕ ಟೆಂಡರ ತೆರೆಯುವ ದಿನಾಂಕ ಮತ್ತು ಸಮಯ: 16-08-2023 ಬೆ. 11.00 ಗಂಟೆಗೆ ಅಂತಾ, 10) ಆರ್ಥಿಕ ಟೆಂಡರ ತೆರೆಯುವ ದಿನಾಂಕ ಮತ್ತು ಸಮಯ: ಅರ್ಹತೆ ಹೊಂದಿದ ಟೆಂಡರದಾರರಿಗೆ ತಿಳಿಸಲಾಗುವುದು, 12) ಅಂತರ್ಜಾಲ ತಾಣದ ವಿಳಾಸ: https://kppp.karnataka.gov.in <box>412 445 935 601</box>
cell-count: 01 <box>1367 1112 1466 1133</box>
cell-count: 02 <box>1050 1092 1253 1112</box>
review-col-3: ಯಾವುದೇ ಗೊಂದಲ ಉಂಟಾಗದಂತೆ ನೋಡಿಕೊಂಡು ಹೆಚ್ಚಿನ ಅರ್ಜಿ ಜನರಿಗೆ ಈ ಯೋಜನೆಯ ಲಾಭ ದೊರಕಿಸಲು ಕ್ರಮ ವಹಿಸಬೇಕು. ಜಿಲ್ಲೆಯಿಂದ ವಲಸೆ ಹೋದ ಜನರಿಗೆ ಗೃಹಲಕ್ಷ್ಮಿ ಯೋಜನೆ ಕುರಿತು ಮಾಹಿತಿ ಒದಗಿಸುವ ಮೂಲಕ ನೋಂದಣಿ ಮಾಡಲು ಕ್ರಮ ವಹಿಸಬೇಕೆಂದು ತಿಳಿಸಿದ ಅವರು, ಸರ್ಕಾರದ 5 ಗ್ಯಾರಂಟಿ ಯೋಜನೆಗಳಾದ ಶಕ್ತಿ ಯೋಜನೆ, ಗೃಹಜ್ಯೋತಿ, ಯುವನಿಧಿ, ಅನ್ನಭಾಗ್ಯ, ಗೃಹಲಕ್ಷ್ಮಿ ಯೋಜನೆಗಳ ಬಗ್ಗೆ ಜಿಲ್ಲೆಯಲ್ಲಿ ಸುವ್ಯವಸ್ಥಿತ ಅನುಷ್ಠಾನಗೊಳಿಸಬೇಕು ಎಂದು ಅವರು ಹೇಳಿದರು. ತಾಲೂಕಾ ಮಟ್ಟದಲ್ಲಿ ಕ್ರೀಡಾಂಗಣ ನಿರ್ಮಾಣ ಮಾಡುವ ಯೋಜನೆ ಮತ್ತು ಕ್ರೀಡಾ ಇಲಾಖೆ ಆದ್ಯತೆ ಮೇಲೆ ಸೂಕ್ತ ಜಾಗ ಗುರುತಿಸಿಬೇಕು. ತಾಲೂಕಾ ಕೇಂದ್ರದಲ್ಲಿ ಜಾಗ ಲಭ್ಯವಿಲ್ಲದಿದ್ದಲ್ಲಿ ಅಂಥ ನಿವಾಸಿಗಳ ಗ್ರಾಮೀಣ ಪ್ರದೇಶದಲ್ಲಿ ಜಾಗವಿದ್ದಲ್ಲಿ ಒದಗಿಸಬೇಕು. ಜಿಲ್ಲೆಯಲ್ಲಿ ಅವಶ್ಯಕತೆ ಇರುವ ಕಡೆ ಅಂಗನವಾಡಿ ಕೇಂದ್ರ ಸ್ಥಾಪನೆಗೆ ಸೂಕ್ತ ಸ್ಥಳ ಗುರುತಿಸಿ ಪಹಣಿ ಸಲ್ಲಿಸಬೇಕು. ಜಿಲ್ಲೆಯ ಹಲವು ತಾಲೂಕಾ ಮಟ್ಟದ ಅಧಿಕಾರಿಗಳು ನಿಯಮಿತವಾಗಿ ಅಂಗನವಾಡಿ ಕೇಂದ್ರಗಳಿಗೆ ಭೇಟಿ ನೀಡಿ, ಮೂಲಸೌಕರ್ಯಗಳ ಕುರಿತು ಪರಿಶೀಲನೆ ನಡೆಸಬೇಕು. <box>543 1469 776 1890</box>
diploma-article <box>397 114 946 305</box>
road-quality-article <box>956 131 1512 383</box>
tender-date: ದಿನಾಂಕ: 28-7-2023 <box>848 380 937 392</box>
district-review-article <box>49 1388 1513 2365</box>
section-rule <box>49 809 949 811</box>
cell-place: ಬೀದರ <box>966 1092 1050 1112</box>
kargil-headline: ಕಾರ್ಗಿಲ್ ವಿಜಯೋತ್ಸವ <box>1323 2132 1461 2153</box>
review-col-4: ವಹಿಸಬೇಕು. ಮಕ್ಕಳಿಗೆ ಪೌಷ್ಟಿಕ ಆಹಾರ ಪೂರೈಕೆಯ ಕುರಿತು ಕ್ರಮ ವಹಿಸುವಂತೆ ಅವರು ಸೂಚನೆ ನೀಡಿದರು. ಸಮಾಜ ಕಲ್ಯಾಣ ಇಲಾಖೆ ವಸತಿ ನಿಲಯಗಳಿಗೆ ನಿಯಮಿತವಾಗಿ ಅಧಿಕಾರಿಗಳು ಭೇಟಿ ನೀಡಿ ಪರಿಶೀಲನೆ ನಡೆಸಬೇಕು. ಅಲ್ಲದೇ ಅಲ್ಪಸಂಖ್ಯಾತರ ಇಲಾಖೆ ವಸತಿ ನಿಲಯಗಳಿಗೆ ಭೇಟಿ ನೀಡಿ, ಅಲ್ಲಿನ ಮೂಲಸೌಕರ್ಯಗಳ ಕುರಿತು ಮುಖ್ಯವಾಗಿ ಊಟ, ವಸತಿ, ಸ್ವಚ್ಛತೆ, ವಿದ್ಯುತ್, ಕುಡಿಯುವ ನೀರು ಸೇರಿದಂತೆ ಪರಿಶೀಲಿಸಬೇಕು. ವಿದ್ಯಾರ್ಥಿಗಳಿಗೆ ಅಗತ್ಯ ಸೌಕರ್ಯಗಳನ್ನು ಕಲ್ಪಿಸಬೇಕು. ಜಿಲ್ಲೆಯಲ್ಲಿ ಕಾರ್ಯನಿರ್ವಹಿಸುತ್ತಿರುವ ಹಾಸ್ಟೆಲ್‌ಗಳಲ್ಲಿ ಶುಚಿತ್ವ ಕಾಪಾಡಲು ಕ್ರಮವಹಿಸಬೇಕು. ವಸತಿ ನಿಲಯದ ವಿದ್ಯಾರ್ಥಿಗಳಿಗೆ ಶುದ್ಧ ಕುಡಿಯುವ ನೀರು ಪೂರೈಸಬೇಕು. ಬಿಸಿಎಂ ನಿಲಯಗಳ ಖಾಲಿ ಹಾಸಿಗೆ ಭರ್ತಿಗೆ ಕ್ರಮವಹಿಸಬೇಕು. ಶಾಲಾ ಆರಂಭವಾಗಿದ್ದು ಶಿಕ್ಷಕರು ಮತ್ತು ಮಕ್ಕಳ ಹಾಜರಾತಿ ಕುರಿತು ಪರಿಶೀಲಿಸಬೇಕು. ಸರ್ಕಾರಿ ಶಾಲೆಗಳಲ್ಲಿ ಕೈಗೊಂಡ ಕಾಮಗಾರಿಗಳ ಗುಣಮಟ್ಟ ಕಾಪಾಡಬೇಕು. ತಾಲೂಕಾ ಮಟ್ಟದ ಅಧಿಕಾರಿಗಳು ಕಡ್ಡಾಯವಾಗಿ ಕೇಂದ್ರ ಸ್ಥಾನದಲ್ಲಿರಬೇಕು ಎಂದರು. <box>787 1469 1021 1870</box>
cell-place: ಕಲಬುರಗಿ <box>966 1050 1050 1071</box>
cell-place: ಶಹಾಪೂರ <box>966 1153 1050 1174</box>
total-row <box>966 1195 1504 1215</box>
agm-date: ದಿನಾಂಕ: 28-07-2023 <box>970 670 1072 683</box>
cell-count: – <box>1253 1133 1367 1153</box>
article-kicker: ಜುಲೈ 30 ರವರೆಗೆ ರಾಷ್ಟ್ರೀಯ ಗುಣಮಟ್ಟ ವೀಕ್ಷಕರಿಂದ ರಸ್ತೆ <box>956 134 1355 159</box>
rotary-article <box>49 813 946 1378</box>
col-day-guard: ಹಗಲು ಕಾವಲುಗಾರ ಕಮ್ ಕೊಟ್ಟದ ಮಾಲಿ <box>1253 1024 1367 1050</box>
cell-count: 03 <box>1466 1133 1504 1153</box>
society-name: ಸಿದ್ದಿವಿನಾಯಕ ಸೌಹಾರ್ದ ಪತ್ತಿನ ಸಹಕಾರಿ ನಿಯಮಿತ <box>1079 401 1391 423</box>
cell-count: – <box>1253 1174 1367 1195</box>
staff-table-body <box>966 1050 1504 1195</box>
tender-signature: ಸಹಿ/- ವಾಣಿಜ್ಯ ತೆರಿಗೆಗಳ ಜಂಟಿ ಆಯುಕ್ತರು <box>1349 1281 1487 1292</box>
review-headline: ಜಿಲ್ಲಾ ಉಸ್ತುವಾರಿ ಕಾರ್ಯದರ್ಶಿಗಳಿಂದ ಜಿಲ್ಲಾ ಪ್ರಗತಿ ಪರಿಶೀಲನಾ ಸಭೆ <box>279 1397 1283 1450</box>
agm-note: ಸೂಚನೆ: ಸದಸ್ಯರು ಯಾವುದೇ ವಿಷಯವನ್ನು ಚರ್ಚಿಸುವುದಿದ್ದಲ್ಲಿ ಸಭೆಗೆ 7 ದಿವಸ ಮುಂಚಿತವಾಗಿ ಲಿಖಿತವಾಗಿ ತಿಳಿಸಿದ್ದಲ್ಲಿ ಅಧ್ಯಕ್ಷರ ಅಪ್ಪಣೆಯ ಮೇರೆಗೆ ಅಂತಹ ವಿಷಯಗಳನ್ನು ಚರ್ಚಿಸಲು ಅವಕಾಶ ನೀಡಲಾಗುವುದು. <box>960 756 1510 801</box>
rotary-body-continued: ಕರ್ತವ್ಯಗಳ ಬಗ್ಗೆ ತಿಳಿಸಿಕೊಟ್ಟರು. ಇದೇ ಸಂದರ್ಭದಲ್ಲಿ ವಿಲ್‌ ಪವರ್ ಸಾಧಿಸಿದ್ದ ಅಂತರಾಷ್ಟ್ರೀಯ ಅವಾರ್ಡ್‌ಗಳನ್ನು ಬಸವರಾಜ ಸೋಮನಾಳ, ಸಂತೋಷ ಅವರಿಗೆ ಕೊಟ್ಟು ಸನ್ಮಾನಿಸಿದರು. ಏಕೆಪೆಡಾಗಿ ಡಾ. ಶ್ರೀಪಾದ ಕುಲಕರ್ಣಿ ತಮ್ಮ ಭೋಲೆಂಟ್‌ರ್‌ಗಾಗಿ ವಿಶೇಷಕ್ಕೆ ಹೋಗಿ ಪಡೆದುಕೊಂಡು ಮಾಡುವ ಬಂದ ನಿಮಿತ್ತ ಕ್ಲಬ್ ವತಿಯಿಂದ ಸನ್ಮಾನಿಸಲಾಯಿತು. ಕಾರ್ಯಕ್ರಮವನ್ನು ಸುಂದರವಾಗಿ ನಡೆಯಲು ಸುಧೀರ ಪವಾರ, ಪ್ರಸಾದ ನಾಯ್ಡು, ಡಾ. ಅಶೋಕ ವಾಲಿ, ಬಂದರವಾಡ ಸಹಕರಿಸಿದರು. ರಾಜೇಶ ಶಹಾ <box>397 1201 664 1378</box>
tender-address: ಮಿನಿ ವಿಧಾನ ಸೌಧ ಎದುರಿಗೆ, ಐವಾನ್-ಎ-ಶಾಹಿ ರೋಡ್, ಕಲಬುರ್ಗಿ -585102 <box>404 357 943 376</box>
article-kicker: ಆಗಸ್ಟ್ 1 ಹಾಗೂ 2 ರಂದು ನಗರಕ್ಕೆ <box>117 117 330 139</box>
tender-ref: ಸಂಖ್ಯೆ: ವಾತೆಜಆ/ಡಿಜಿಎಸ್‌ಟಿ/ಕ/ಸೊ.ಗು/01/2023-24 <box>966 896 1153 907</box>
review-col-5: ಸೌಲಭ್ಯ ನಿರ್ವಹಣೆ ಕುರಿತು ಮೆಚ್ಚುಗೆ ವ್ಯಕ್ತಪಡಿಸಿದ ಅವರು, ಇದೇ ಮಾದರಿಯಲ್ಲಿ ಜಿಲ್ಲೆಯ ಪ್ರತಿಯೊಂದು ಶಾಲೆ, ಅಂಗನವಾಡಿ ಕೇಂದ್ರಗಳು ಸುಸಜ್ಜಿತವಾಗುವಂತೆ ನೋಡಿಕೊಳ್ಳಬೇಕು ಎಂದು ಅವರು ಹೇಳಿದರು. ಬಳಿಕ ಮೊರಾರ್ಜಿ ದೇಸಾಯಿ ವಸತಿ ಶಾಲೆಗಳಿಗೆ ಭೇಟಿ ನೀಡಿ ಶಾಲಾ ಪರಿಸರ ಮತ್ತು ಮಕ್ಕಳ ಶೈಕ್ಷಣಿಕ ಚಟುವಟಿಕೆ, ಹಾಸ್ಟೆಲ್ ವ್ಯವಸ್ಥೆ, ಊಟದ ವ್ಯವಸ್ಥೆ ಹಾಗೂ ವಿವಿಧ ಸೌಲಭ್ಯಗಳ ಬಗ್ಗೆ ಮಾಹಿತಿ ಪಡೆದರು. ಸಂಜೆ ಸಿದ್ದೇಶ್ವರ ಸಂಸ್ಥಾನದ ಮಠಕ್ಕೆ ಭೇಟಿ ನೀಡಿ ಸಾಕ್ಷಿಯಾಗಿ ಸಂಬಂಧಿಸಿದ ಅಧಿಕಾರಿಗಳಿಗೆ ಸೂಚನೆ ನೀಡಿದರು. ಜಿಲ್ಲಾಧಿಕಾರಿ ಟಿ.ಭೂಬಾಲನ್ ಅವರು ಮಾತನಾಡಿ, ಜಿಲ್ಲೆಯ ಎಲ್ಲ ಶಾಲೆಗಳಲ್ಲಿ ಸುಸಜ್ಜಿತ ಶೌಚಾಲಯ ನಿರ್ಮಾಣ, ಶುದ್ಧ ಕುಡಿಯುವ ನೀರು ಸೇರಿದಂತೆ ಮೂಲಸೌಕರ್ಯ ಒದಗಿಸಲು ಕ್ರಮ ವಹಿಸಲಾಗುತ್ತಿದೆ ಎಂದು ಹೇಳಿದರು. ಎಸ್‌ಎಸ್‌ಎಲ್‌ಸಿ ಫಲಿತಾಂಶದಲ್ಲಿ ಜಿಲ್ಲೆ ಉತ್ತಮ ಸಾಧನೆ ಮಾಡಿದ್ದು, ಈ ಬಾರಿ ಇನ್ನೂ ಉತ್ತಮ ಫಲಿತಾಂಶ ಪಡೆಯಲು ಕಾರ್ಯಯೋಜನೆ ರೂಪಿಸಲಾಗಿದೆ. <box>1031 1469 1265 1829</box>
page-number: ಪುಟ-2 <box>1439 31 1513 65</box>
cell-count: 02 <box>1367 1071 1466 1092</box>
cell-count: – <box>1253 1112 1367 1133</box>
cell-count: 01 <box>1050 1153 1253 1174</box>
cell-count: 03 <box>1466 1112 1504 1133</box>
cell-count: 02 <box>1466 1153 1504 1174</box>
